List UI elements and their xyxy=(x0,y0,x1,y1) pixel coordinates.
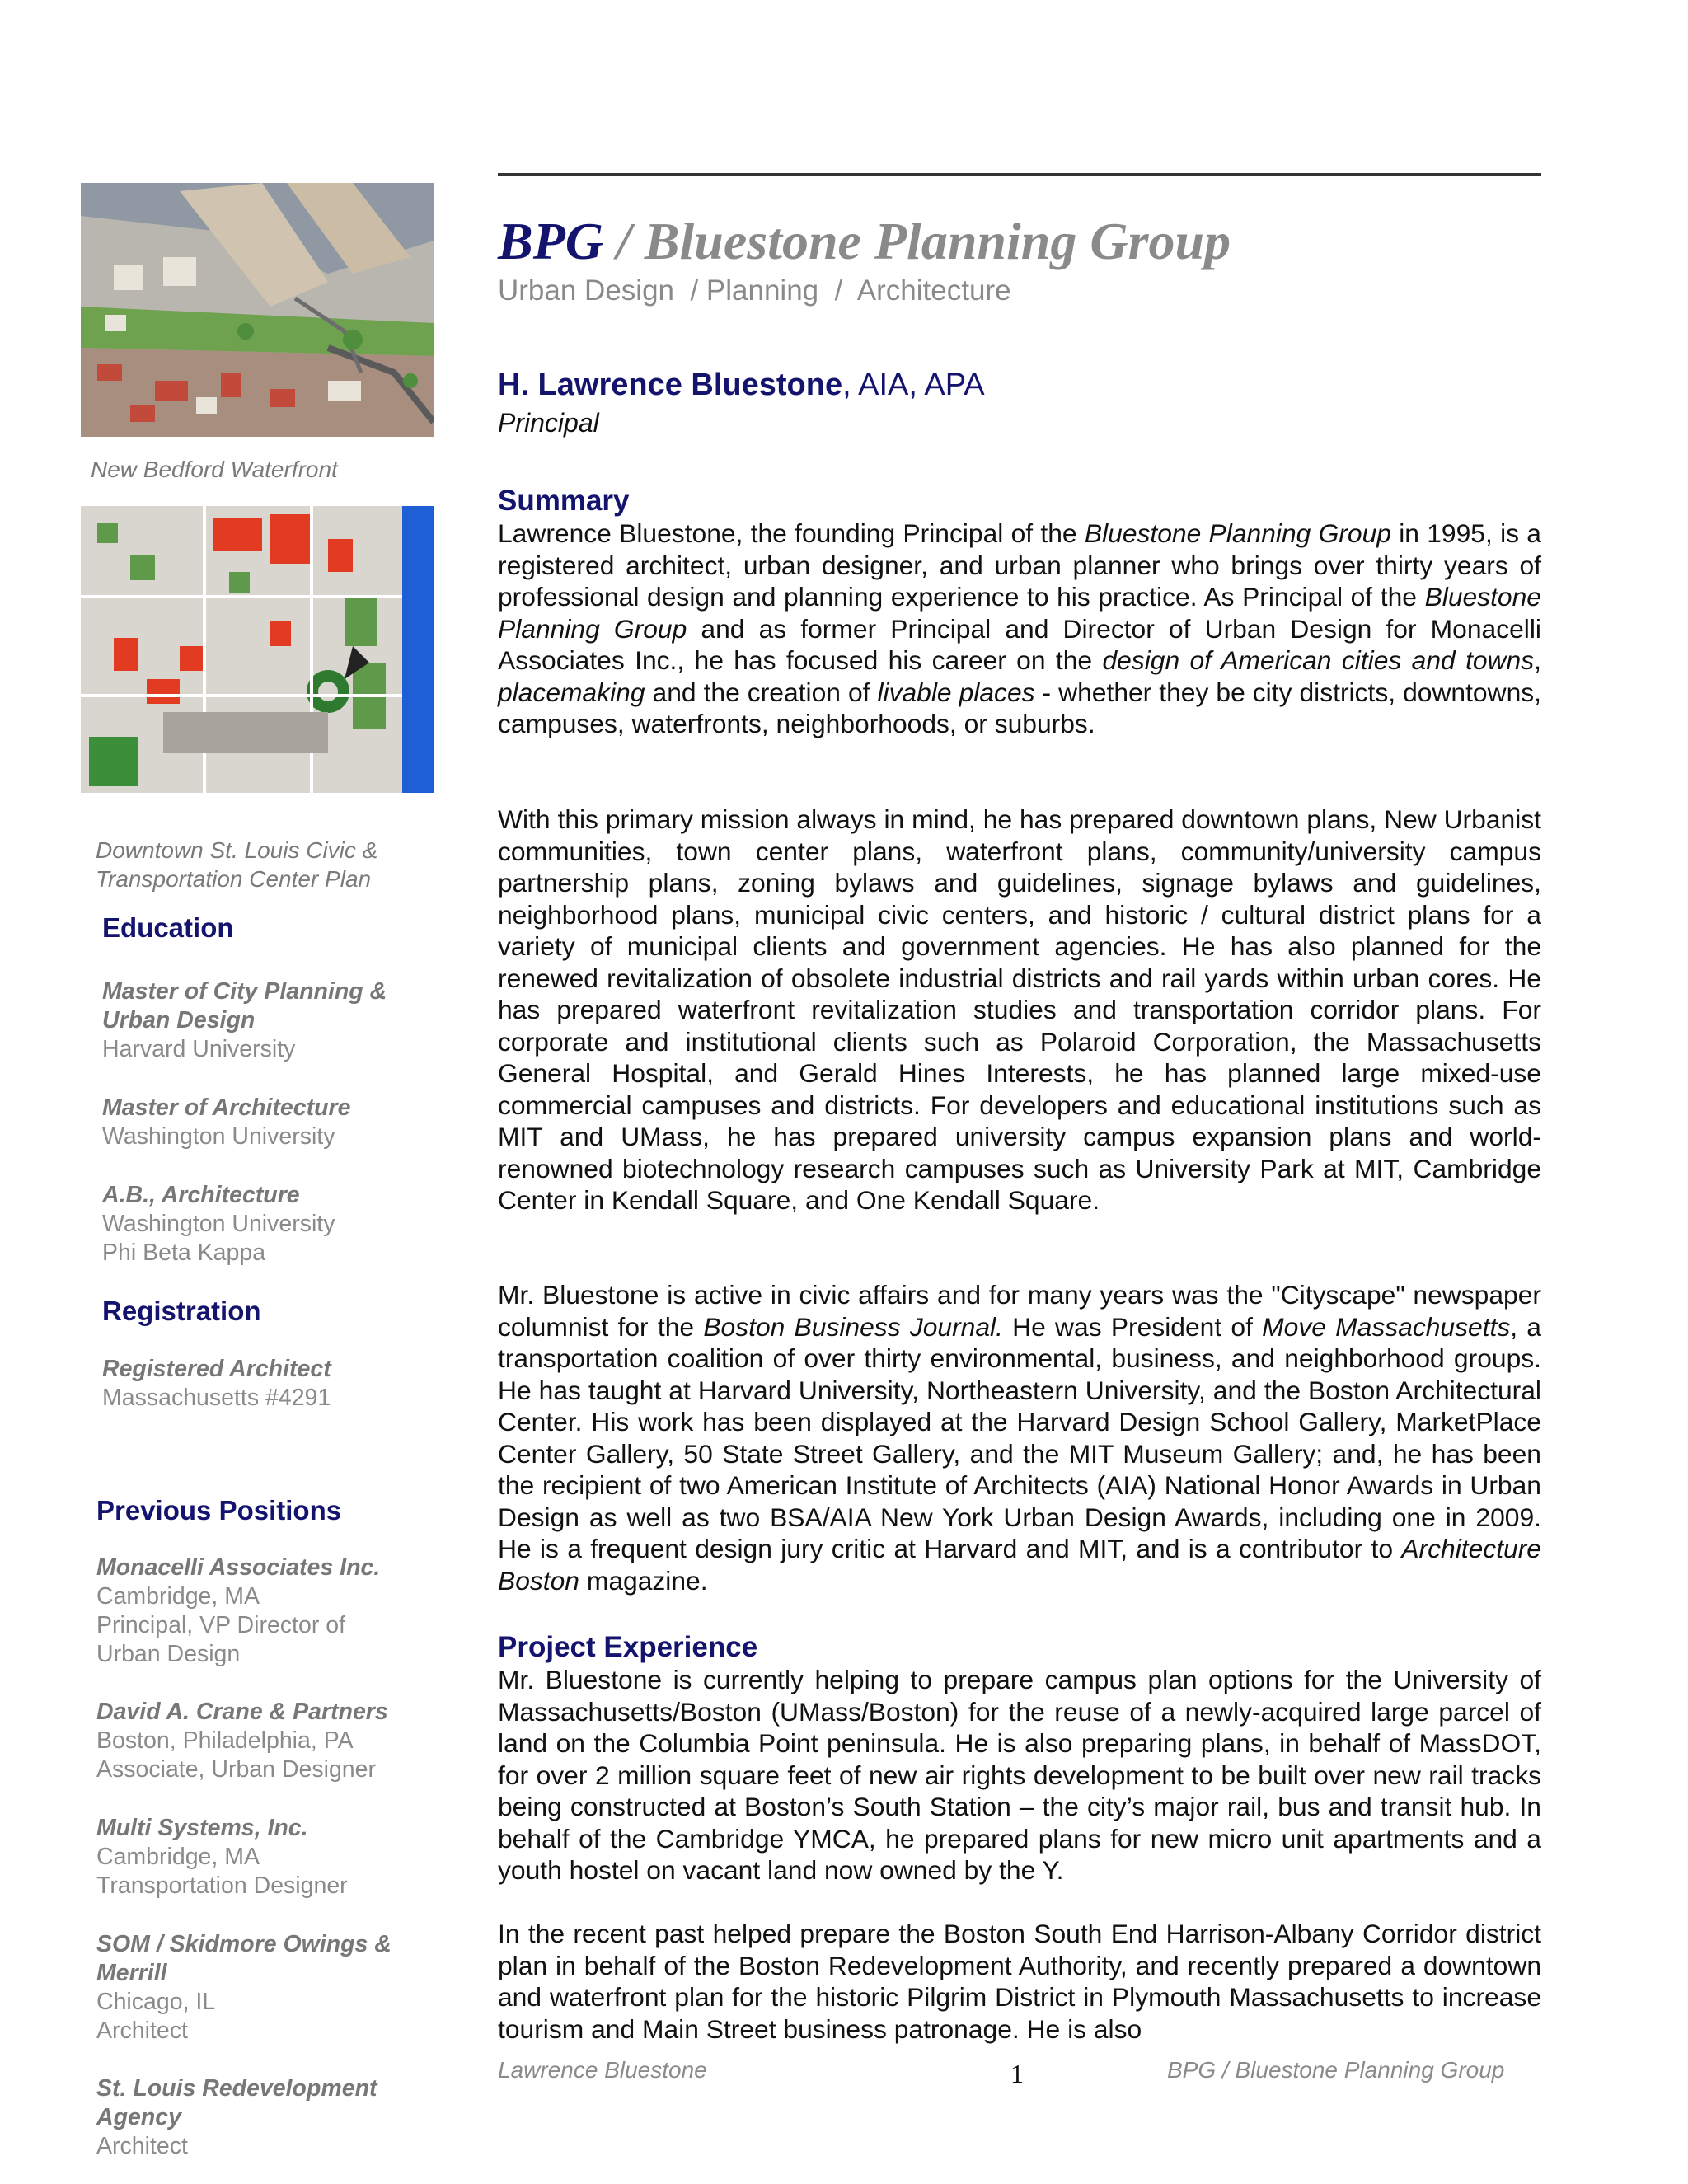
firm-location: Chicago, IL xyxy=(96,1989,216,2015)
firm-name: SOM / Skidmore Owings & xyxy=(96,1931,392,1957)
previous-positions-heading: Previous Positions xyxy=(96,1495,342,1526)
footer-author: Lawrence Bluestone xyxy=(498,2057,707,2083)
position-item xyxy=(96,1930,392,2046)
firm-name: Multi Systems, Inc. xyxy=(96,1815,308,1841)
school-name: Washington University xyxy=(102,1211,335,1237)
image2-caption-line2: Transportation Center Plan xyxy=(96,866,372,892)
position-role-cont: Urban Design xyxy=(96,1641,241,1667)
position-role: Transportation Designer xyxy=(96,1872,348,1899)
firm-name: Monacelli Associates Inc. xyxy=(96,1554,381,1581)
firm-location: Cambridge, MA xyxy=(96,1583,260,1610)
company-abbr: BPG xyxy=(498,212,603,270)
summary-paragraph-3: Mr. Bluestone is active in civic affairs and for many years was the "Cityscape" newspaper columnist for the Boston Business Journal. He was President of Move Massachusetts, a transportation coalition of over thirty environmental, business, and neighborhood groups. He has taught at Harvard University, Northeastern University, and the Boston Architectural Center. His work has been displayed at the Harvard Design School Gallery, MarketPlace Center Gallery, 50 State Street Gallery, and the MIT Museum Gallery; and, he has been the recipient of two American Institute of Architects (AIA) National Honor Awards in Urban Design as well as two BSA/AIA New York Urban Design Awards, including one in 2009. He is a frequent design jury critic at Harvard and MIT, and is a contributor to Architecture Boston magazine. xyxy=(498,1280,1541,1596)
firm-name: David A. Crane & Partners xyxy=(96,1699,388,1725)
honor: Phi Beta Kappa xyxy=(102,1240,266,1266)
project-paragraph-2: In the recent past helped prepare the Boston South End Harrison-Albany Corridor district plan in behalf of the Boston Redevelopment Authority, and recently prepared a downtown and waterfront plan for the historic Pilgrim District in Plymouth Massachusetts to increase tourism and Main Street business patronage. He is also xyxy=(498,1919,1541,2044)
degree-title-cont: Urban Design xyxy=(102,1007,256,1033)
firm-name: St. Louis Redevelopment xyxy=(96,2075,377,2102)
footer-company: BPG / Bluestone Planning Group xyxy=(1167,2057,1505,2083)
firm-location: Cambridge, MA xyxy=(96,1844,260,1870)
person-credentials: , AIA, APA xyxy=(842,368,985,402)
summary-paragraph-2: With this primary mission always in mind, he has prepared downtown plans, New Urbanist communities, town center plans, waterfront plans, community/university campus partnership plans, zoning bylaws and guidelines, signage bylaws and guidelines, neighborhood plans, municipal civic centers, and historic / cultural district plans for a variety of municipal clients and government agencies. He has also planned for the renewed revitalization of obsolete industrial districts and rail yards within urban cores. He has prepared waterfront revitalization studies and transportation corridor plans. For corporate and institutional clients such as Polaroid Corporation, the Massachusetts General Hospital, and Gerald Hines Interests, he has planned large mixed-use commercial campuses and districts. For developers and educational institutions such as MIT and UMass, he has prepared university campus expansion plans and world-renowned biotechnology research campuses such as University Park at MIT, Cambridge Center in Kendall Square, and One Kendall Square. xyxy=(498,804,1541,1215)
firm-location: Boston, Philadelphia, PA xyxy=(96,1727,354,1754)
company-name: / Bluestone Planning Group xyxy=(603,212,1231,270)
position-role: Architect xyxy=(96,2018,188,2044)
summary-paragraph-1: Lawrence Bluestone, the founding Principal of the Bluestone Planning Group in 1995, is a registered architect, urban designer, and urban planner who brings over thirty years of professional design and planning experience to his practice. As Principal of the Bluestone Planning Group and as former Principal and Director of Urban Design for Monacelli Associates Inc., he has focused his career on the design of American cities and towns, placemaking and the creation of livable places - whether they be city districts, downtowns, campuses, waterfronts, neighborhoods, or suburbs. xyxy=(498,518,1541,738)
registration-heading: Registration xyxy=(102,1296,261,1326)
degree-title: Master of City Planning & xyxy=(102,978,387,1005)
person-title: Principal xyxy=(498,408,599,438)
project-experience-heading: Project Experience xyxy=(498,1631,758,1663)
education-heading: Education xyxy=(102,912,234,943)
firm-name-cont: Agency xyxy=(96,2104,181,2130)
company-title xyxy=(498,211,1231,272)
project-paragraph-1: Mr. Bluestone is currently helping to prepare campus plan options for the University of Massachusetts/Boston (UMass/Boston) for the reuse of a newly-acquired large parcel of land on the Columbia Point peninsula. He is also preparing plans, in behalf of MassDOT, for over 2 million square feet of new air rights development to be built over new rail tracks being constructed at Boston’s South Station – the city’s major rail, bus and transit hub. In behalf of the Cambridge YMCA, he prepared plans for new micro unit apartments and a youth hostel on vacant land now owned by the Y. xyxy=(498,1665,1541,1885)
education-item xyxy=(102,977,387,1064)
education-item xyxy=(102,1181,335,1268)
position-item xyxy=(96,1814,348,1900)
image2-caption xyxy=(96,836,377,893)
st-louis-plan-image xyxy=(81,506,434,793)
summary-heading: Summary xyxy=(498,485,630,517)
position-role: Associate, Urban Designer xyxy=(96,1756,376,1783)
firm-name-cont: Merrill xyxy=(96,1960,167,1986)
degree-title: A.B., Architecture xyxy=(102,1182,300,1208)
image1-caption: New Bedford Waterfront xyxy=(91,457,338,482)
new-bedford-waterfront-image xyxy=(81,183,434,437)
header-rule xyxy=(498,173,1541,176)
education-item xyxy=(102,1094,350,1151)
school-name: Washington University xyxy=(102,1123,335,1150)
image2-caption-line1: Downtown St. Louis Civic & xyxy=(96,837,378,863)
person-full-name: H. Lawrence Bluestone xyxy=(498,368,843,402)
position-role: Principal, VP Director of xyxy=(96,1612,346,1638)
person-name xyxy=(498,368,985,403)
registration-detail: Massachusetts #4291 xyxy=(102,1385,331,1411)
position-item xyxy=(96,2074,377,2161)
registration-item xyxy=(102,1355,331,1413)
registration-title: Registered Architect xyxy=(102,1356,331,1382)
company-subtitle: Urban Design / Planning / Architecture xyxy=(498,274,1011,307)
position-item xyxy=(96,1698,388,1784)
position-role: Architect xyxy=(96,2133,188,2159)
school-name: Harvard University xyxy=(102,1036,296,1062)
degree-title: Master of Architecture xyxy=(102,1094,351,1121)
position-item xyxy=(96,1554,380,1669)
page-number: 1 xyxy=(1010,2059,1024,2088)
